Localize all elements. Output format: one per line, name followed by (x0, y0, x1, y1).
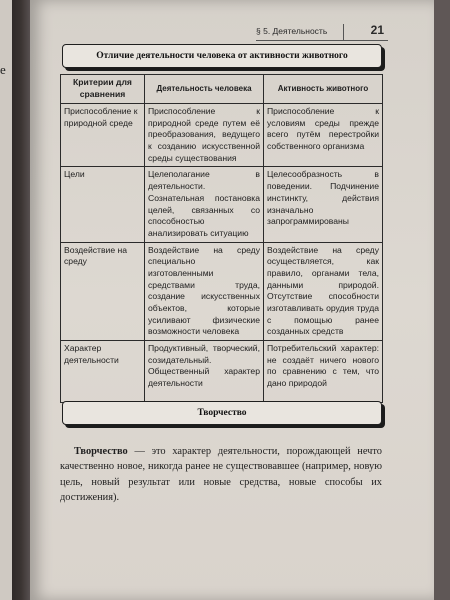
chapter-title: § 5. Деятельность (256, 26, 328, 36)
previous-page-letter: e (0, 62, 6, 77)
table-header-row (61, 75, 383, 104)
animal-cell: Целесообразность в поведении. Подчинение инстинкту, действия изначально запрограммированы (264, 167, 383, 242)
human-cell: Приспособление к природной среде путем её преобразования, ведущего к созданию искусственной среды существования (145, 104, 264, 167)
criterion-cell: Характер деятельности (61, 341, 145, 403)
human-cell: Продуктивный, творческий, созидательный. Общественный характер деятельности (145, 341, 264, 403)
criterion-cell: Воздействие на среду (61, 242, 145, 341)
column-header-human: Деятельность человека (145, 75, 264, 104)
comparison-table (60, 74, 383, 403)
criterion-cell: Цели (61, 167, 145, 242)
animal-cell: Приспособление к условиям среды прежде всего путём перестройки собственного организма (264, 104, 383, 167)
page-number: 21 (370, 23, 384, 37)
column-header-criteria: Критерии для сравнения (61, 75, 145, 104)
table-row (61, 167, 383, 242)
human-cell: Воздействие на среду специально изготовленными средствами труда, создание искусственных объектов, которые усиливают физические возможности человека (145, 242, 264, 341)
table-title-banner: Отличие деятельности человека от активности животного (62, 44, 382, 68)
animal-cell: Потребительский характер: не создаёт ничего нового по сравнению с тем, что дано природой (264, 341, 383, 403)
table-row (61, 341, 383, 403)
table-row (61, 242, 383, 341)
definition-text: — это характер деятельности, порождающей нечто качественно новое, никогда ранее не существовавшее (например, новую цель, новый результат или новые средства, новые способы их достижения). (60, 446, 382, 503)
definition-paragraph (60, 444, 382, 504)
table-row (61, 104, 383, 167)
section-title-banner: Творчество (62, 401, 382, 425)
criterion-cell: Приспособление к природной среде (61, 104, 145, 167)
animal-cell: Воздействие на среду осуществляется, как правило, органами тела, данными природой. Отсутствие способности изготавливать орудия труда с помощью ранее созданных средств (264, 242, 383, 341)
header-separator (343, 24, 344, 40)
human-cell: Целеполагание в деятельности. Сознательная постановка целей, связанных со способностью анализировать ситуацию (145, 167, 264, 242)
background-right (434, 0, 450, 600)
running-header (256, 24, 388, 41)
column-header-animal: Активность животного (264, 75, 383, 104)
previous-page-edge (0, 0, 12, 600)
defined-term: Творчество (74, 446, 128, 458)
